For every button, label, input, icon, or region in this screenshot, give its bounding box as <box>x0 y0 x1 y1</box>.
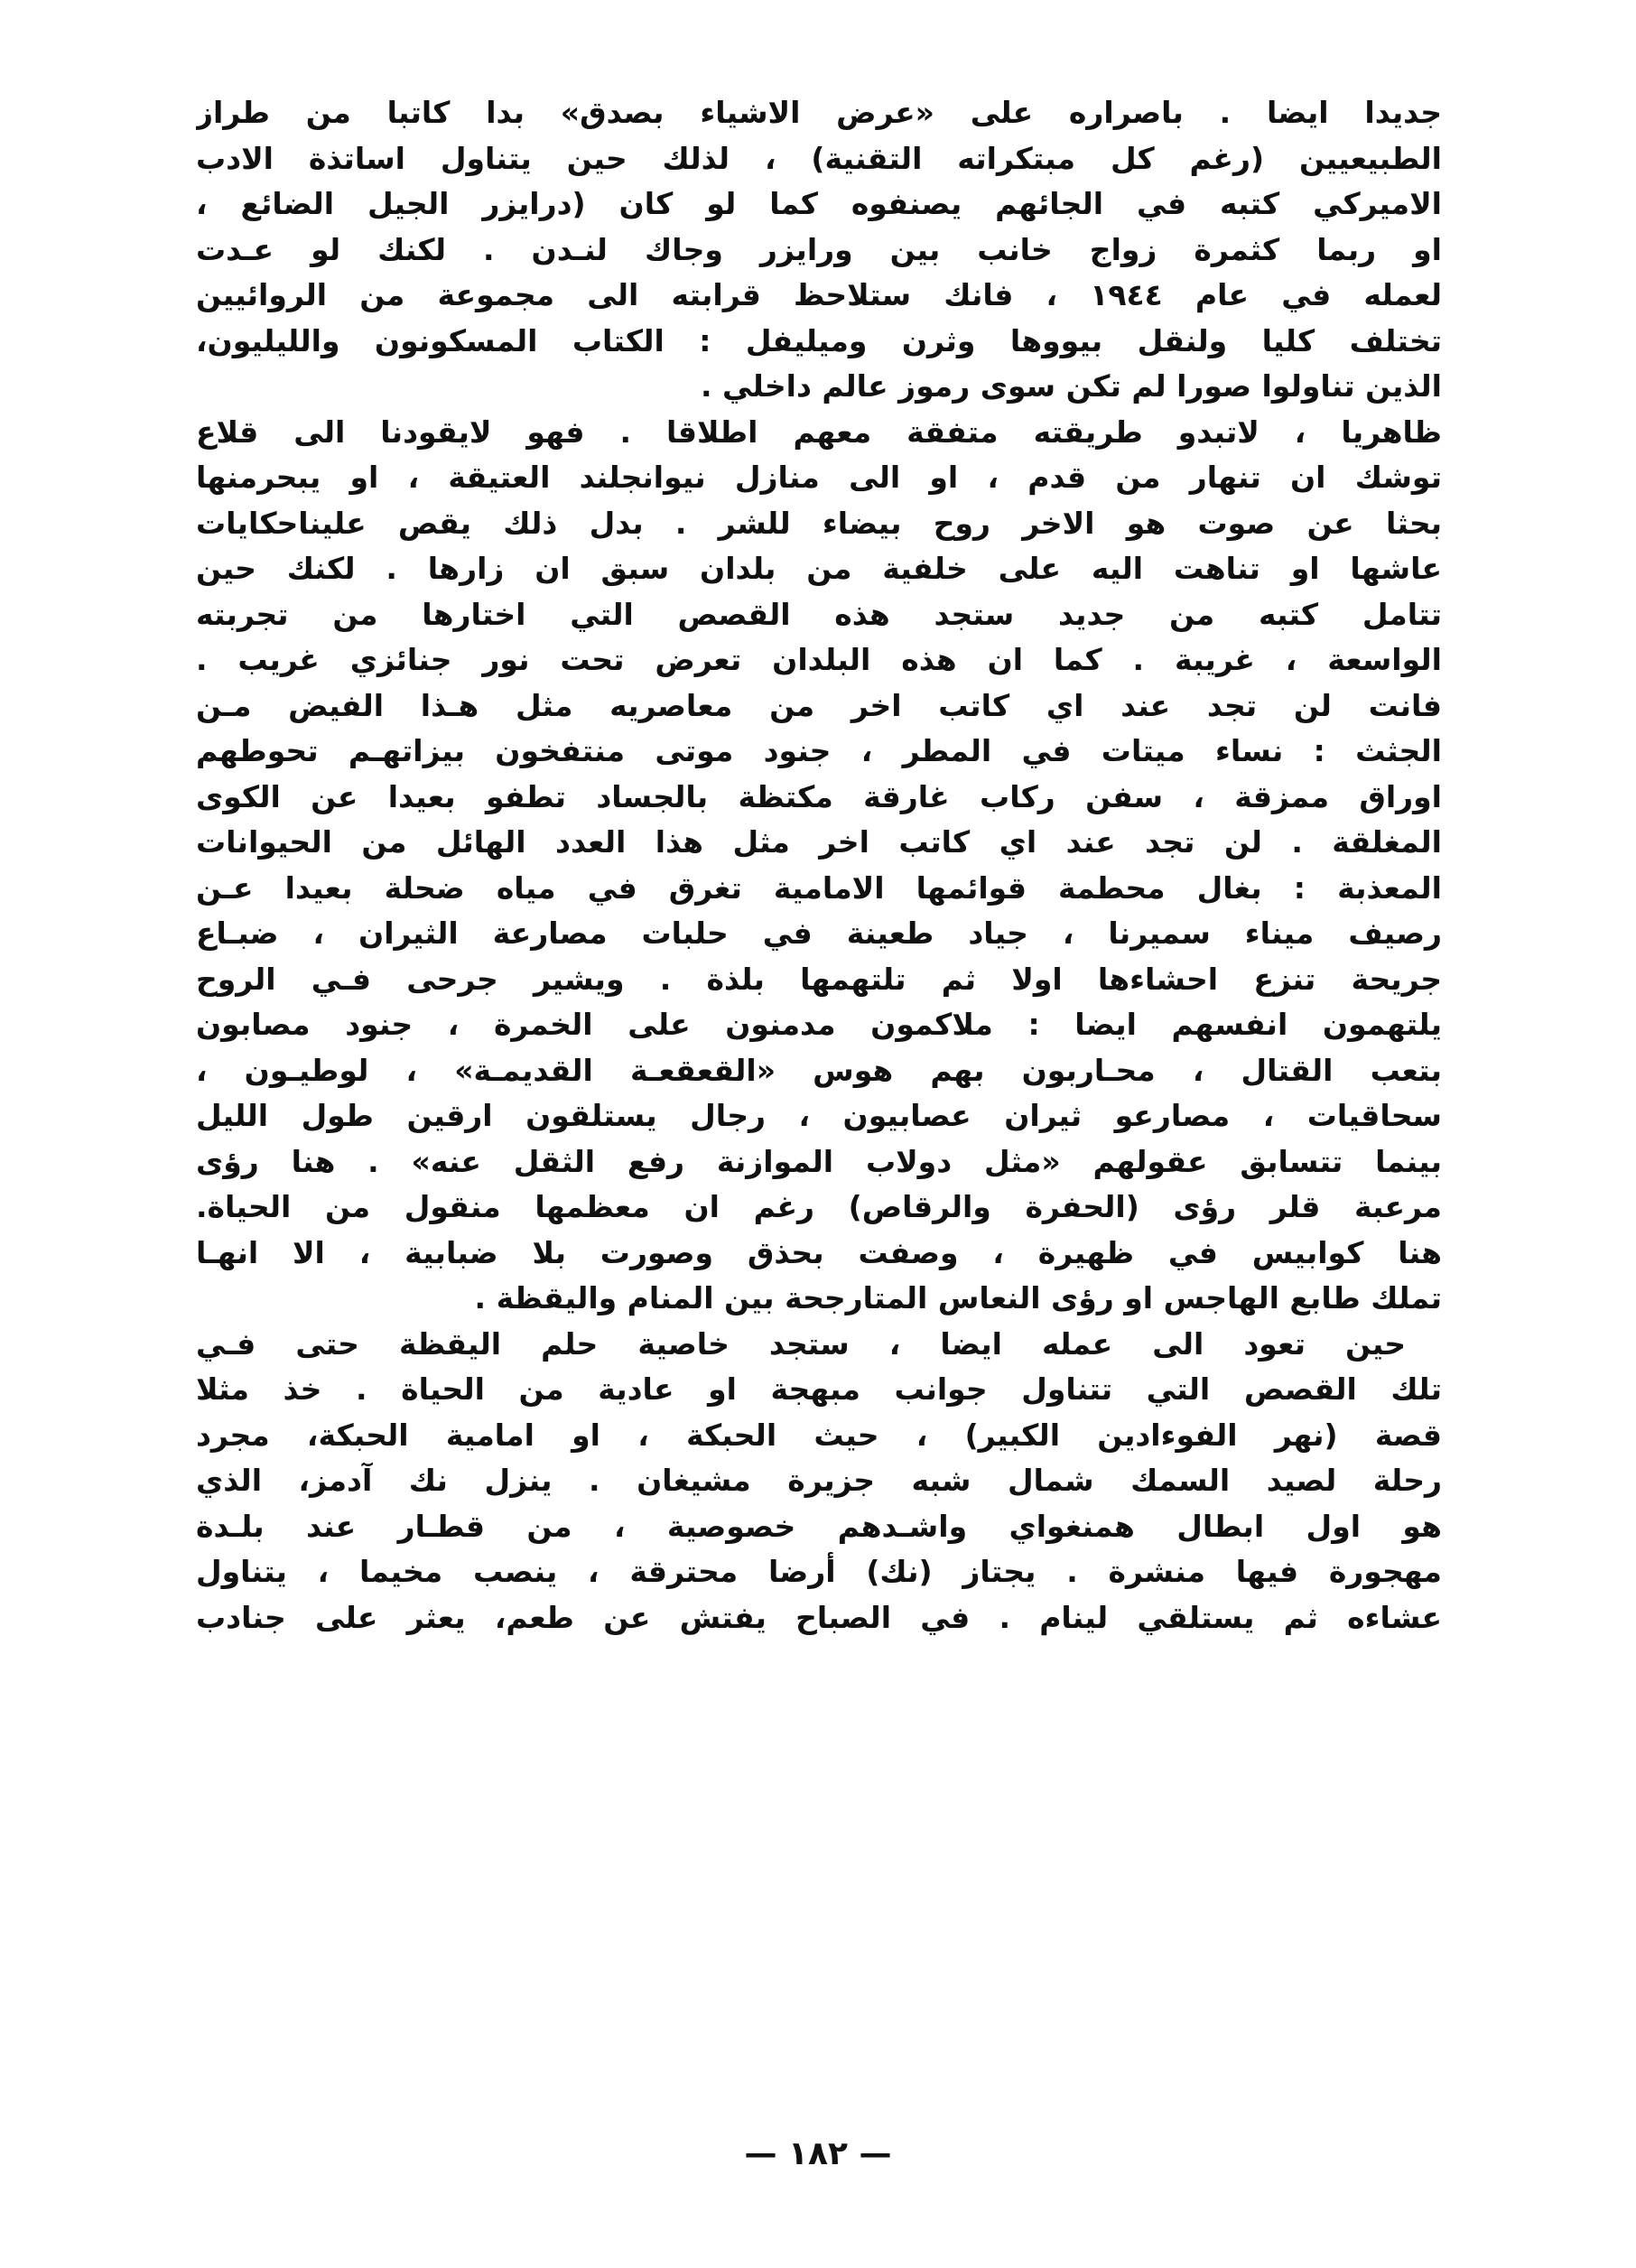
text-line: تملك طابع الهاجس او رؤى النعاس المتارجحة بين المنام واليقظة . <box>474 1280 1442 1315</box>
text-line: هنا كوابيس في ظهيرة ، وصفت بحذق وصورت بلا ضبابية ، الا انهـا <box>196 1234 1442 1270</box>
text-line: تختلف كليا ولنقل بيووها وثرن وميليفل : الكتاب المسكونون والليليون، <box>196 322 1442 358</box>
text-line: الاميركي كتبه في الجائهم يصنفوه كما لو كان (درايزر الجيل الضائع ، <box>196 186 1442 221</box>
text-line: قصة (نهر الفوءادين الكبير) ، حيث الحبكة ، او امامية الحبكة، مجرد <box>196 1417 1442 1453</box>
text-line: اوراق ممزقة ، سفن ركاب غارقة مكتظة بالجساد تطفو بعيدا عن الكوى <box>196 778 1442 814</box>
text-line: المغلقة . لن تجد عند اي كاتب اخر مثل هذا العدد الهائل من الحيوانات <box>196 824 1442 860</box>
page-number: — ١٨٢ — <box>744 2135 892 2172</box>
text-line: مرعبة قلر رؤى (الحفرة والرقاص) رغم ان معظمها منقول من الحياة. <box>196 1189 1442 1224</box>
text-line: عشاءه ثم يستلقي لينام . في الصباح يفتش عن طعم، يعثر على جنادب <box>196 1599 1442 1635</box>
text-line: فانت لن تجد عند اي كاتب اخر من معاصريه مثل هـذا الفيض مـن <box>196 687 1442 723</box>
text-line: المعذبة : بغال محطمة قوائمها الامامية تغرق في مياه ضحلة بعيدا عـن <box>196 869 1442 906</box>
text-line: تلك القصص التي تتناول جوانب مبهجة او عادية من الحياة . خذ مثلا <box>196 1371 1442 1407</box>
text-line: جريحة تنزع احشاءها اولا ثم تلتهمها بلذة . ويشير جرحى فـي الروح <box>196 961 1442 997</box>
text-line: رصيف ميناء سميرنا ، جياد طعينة في حلبات مصارعة الثيران ، ضبـاع <box>196 916 1442 951</box>
text-line: الذين تناولوا صورا لم تكن سوى رموز عالم داخلي . <box>701 368 1442 404</box>
text-line: لعمله في عام ١٩٤٤ ، فانك ستلاحظ قرابته الى مجموعة من الروائيين <box>196 277 1442 312</box>
text-line: تتامل كتبه من جديد ستجد هذه القصص التي اختارها من تجربته <box>196 596 1442 632</box>
text-line: هو اول ابطال همنغواي واشـدهم خصوصية ، من قطـار عند بلـدة <box>196 1508 1442 1544</box>
body-text <box>196 90 1442 1641</box>
text-line: جديدا ايضا . باصراره على «عرض الاشياء بصدق» بدا كاتبا من طراز <box>196 95 1442 130</box>
text-line: مهجورة فيها منشرة . يجتاز (نك) أرضا محترقة ، ينصب مخيما ، يتناول <box>196 1554 1442 1589</box>
text-line: او ربما كثمرة زواج خانب بين ورايزر وجاك لنـدن . لكنك لو عـدت <box>196 231 1442 267</box>
text-line: ظاهريا ، لاتبدو طريقته متفقة معهم اطلاقا . فهو لايقودنا الى قلاع <box>196 414 1442 450</box>
text-line: بتعب القتال ، محـاربون بهم هوس «القعقعـة القديمـة» ، لوطيـون ، <box>196 1052 1442 1088</box>
text-line: يلتهمون انفسهم ايضا : ملاكمون مدمنون على الخمرة ، جنود مصابون <box>196 1007 1442 1042</box>
text-line: الطبيعيين (رغم كل مبتكراته التقنية) ، لذلك حين يتناول اساتذة الادب <box>196 140 1442 176</box>
text-line: عاشها او تناهت اليه على خلفية من بلدان سبق ان زارها . لكنك حين <box>196 551 1442 586</box>
text-line: بحثا عن صوت هو الاخر روح بيضاء للشر . بدل ذلك يقص عليناحكايات <box>196 505 1442 541</box>
text-line: سحاقيات ، مصارعو ثيران عصابيون ، رجال يستلقون ارقين طول الليل <box>196 1098 1442 1133</box>
text-line: بينما تتسابق عقولهم «مثل دولاب الموازنة رفع الثقل عنه» . هنا رؤى <box>196 1143 1442 1179</box>
text-line: حين تعود الى عمله ايضا ، ستجد خاصية حلم اليقظة حتى فـي <box>196 1325 1406 1362</box>
text-line: الجثث : نساء ميتات في المطر ، جنود موتى منتفخون بيزاتهـم تحوطهم <box>196 733 1442 768</box>
text-line: الواسعة ، غريبة . كما ان هذه البلدان تعرض تحت نور جنائزي غريب . <box>196 642 1442 677</box>
text-line: رحلة لصيد السمك شمال شبه جزيرة مشيغان . ينزل نك آدمز، الذي <box>196 1463 1442 1498</box>
text-line: توشك ان تنهار من قدم ، او الى منازل نيوانجلند العتيقة ، او يبحرمنها <box>196 460 1442 495</box>
